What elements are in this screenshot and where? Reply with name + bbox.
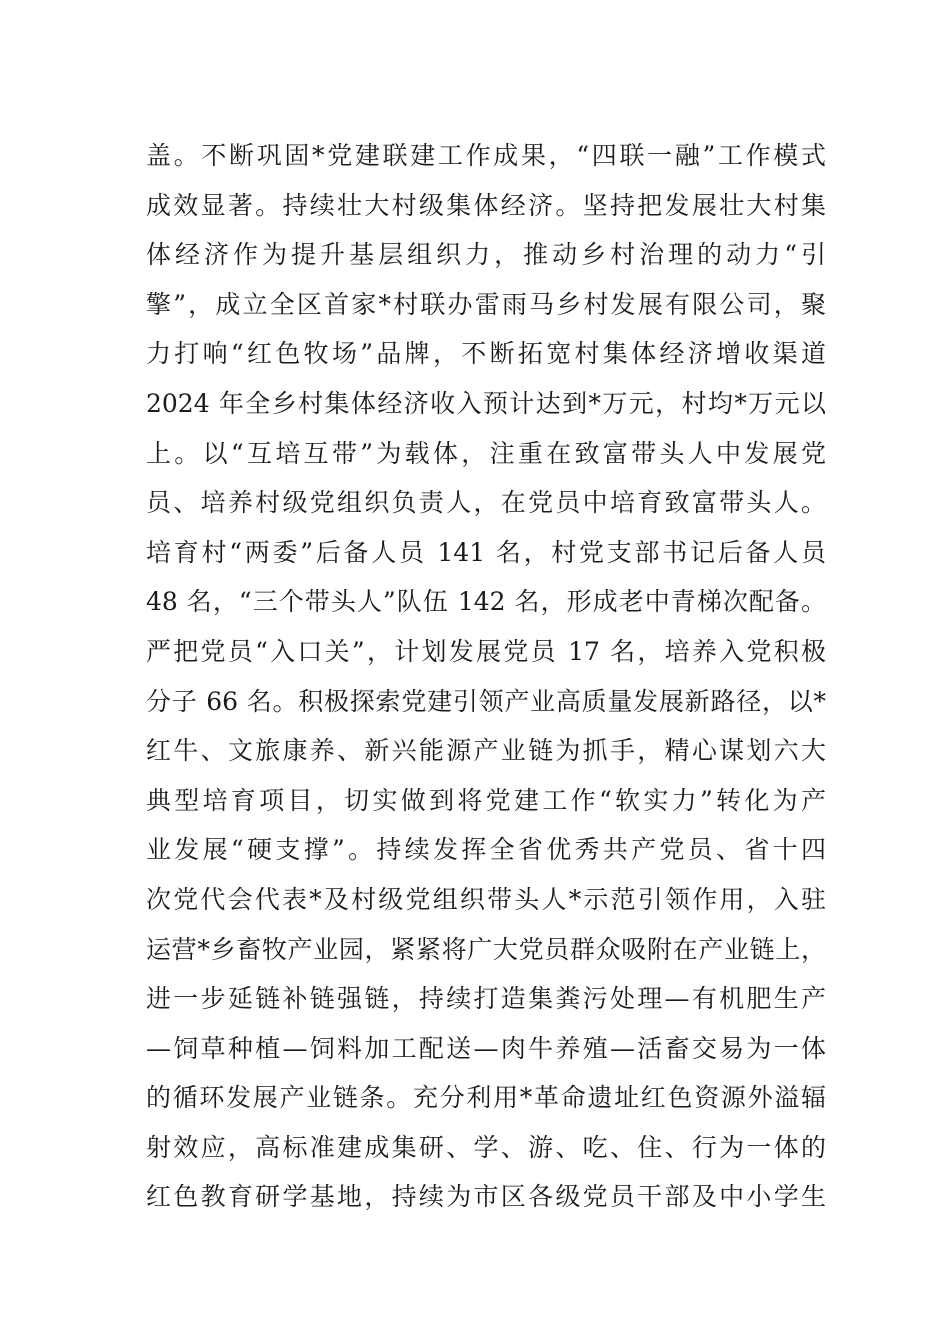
text-line: 进一步延链补链强链，持续打造集粪污处理—有机肥生产 [146, 984, 826, 1014]
text-line: 射效应，高标准建成集研、学、游、吃、住、行为一体的 [146, 1132, 826, 1162]
text-line: 员、培养村级党组织负责人，在党员中培育致富带头人。 [146, 488, 826, 518]
text-line: 严把党员“入口关”，计划发展党员 17 名，培养入党积极 [146, 636, 826, 666]
text-line: 次党代会代表*及村级党组织带头人*示范引领作用，入驻 [146, 884, 826, 914]
text-line: 成效显著。持续壮大村级集体经济。坚持把发展壮大村集 [146, 190, 826, 220]
text-line: 红色教育研学基地，持续为市区各级党员干部及中小学生 [146, 1182, 826, 1212]
text-line: 体经济作为提升基层组织力，推动乡村治理的动力“引 [146, 240, 826, 270]
text-line: 擎”，成立全区首家*村联办雷雨马乡村发展有限公司，聚 [146, 289, 826, 319]
text-line: 红牛、文旅康养、新兴能源产业链为抓手，精心谋划六大 [146, 736, 826, 766]
text-line: —饲草种植—饲料加工配送—肉牛养殖—活畜交易为一体 [146, 1033, 826, 1063]
text-line: 的循环发展产业链条。充分利用*革命遗址红色资源外溢辐 [146, 1083, 826, 1113]
text-line: 盖。不断巩固*党建联建工作成果，“四联一融”工作模式 [146, 141, 826, 170]
text-line: 典型培育项目，切实做到将党建工作“软实力”转化为产 [146, 785, 826, 815]
text-line: 48 名，“三个带头人”队伍 142 名，形成老中青梯次配备。 [146, 587, 826, 617]
text-line: 上。以“互培互带”为载体，注重在致富带头人中发展党 [146, 438, 826, 468]
body-text [146, 131, 826, 1222]
text-line: 分子 66 名。积极探索党建引领产业高质量发展新路径，以* [146, 686, 826, 716]
text-line: 培育村“两委”后备人员 141 名，村党支部书记后备人员 [146, 537, 826, 567]
text-line: 2024 年全乡村集体经济收入预计达到*万元，村均*万元以 [146, 388, 826, 418]
text-line: 力打响“红色牧场”品牌，不断拓宽村集体经济增收渠道 [146, 339, 826, 369]
text-line: 运营*乡畜牧产业园，紧紧将广大党员群众吸附在产业链上， [146, 934, 826, 964]
text-line: 业发展“硬支撑”。持续发挥全省优秀共产党员、省十四 [146, 835, 826, 865]
